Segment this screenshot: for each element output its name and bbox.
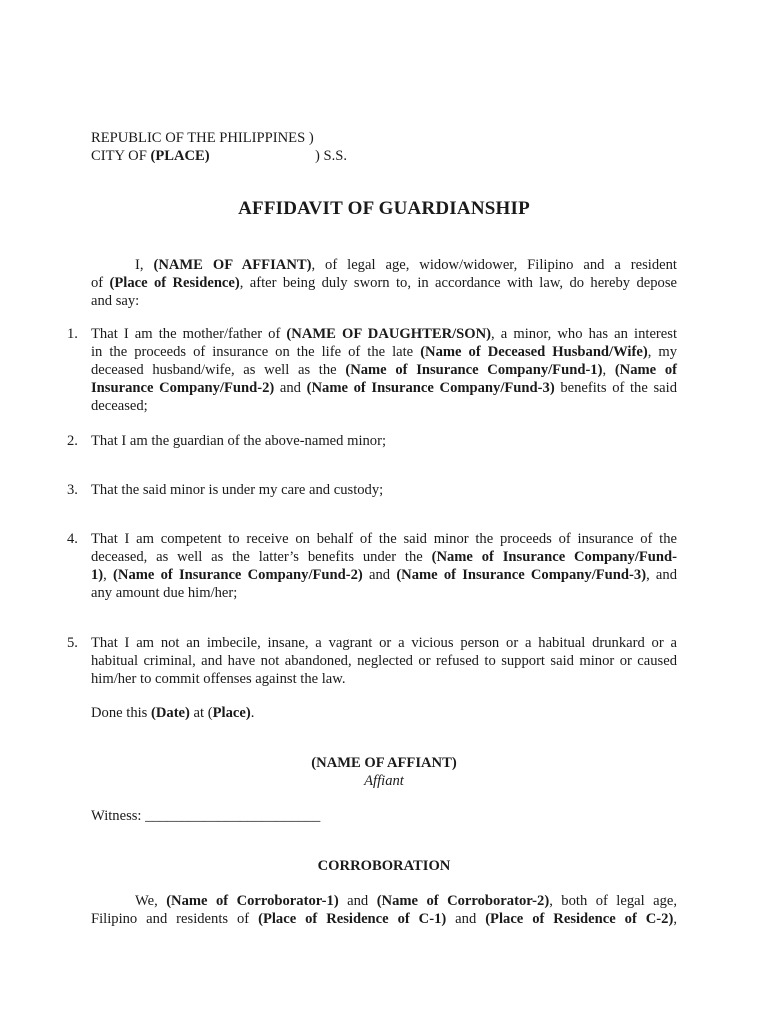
corroboration-paragraph: We, (Name of Corroborator-1) and (Name of Corroborator-2), both of legal age, Filipino and residents of (Place of Residence of C-1) and (Place of Residence of C-2), [91, 893, 678, 927]
document-title: AFFIDAVIT OF GUARDIANSHIP [238, 198, 530, 219]
item-number: 4. [67, 531, 78, 547]
intro-paragraph [91, 256, 677, 310]
residence-placeholder: (Place of Residence) [109, 275, 240, 291]
signature-name: (NAME OF AFFIANT) [311, 755, 457, 771]
witness-label: Witness: [91, 808, 146, 824]
place-placeholder: Place) [212, 705, 251, 721]
affiant-name-placeholder: (NAME OF AFFIANT) [153, 257, 312, 273]
venue-city-prefix: CITY OF [91, 148, 151, 164]
signature-block [0, 754, 768, 790]
intro-line-2: of (Place of Residence), after being duly sworn to, in accordance with law, do hereby depose [91, 275, 677, 291]
intro-line-1: I, (NAME OF AFFIANT), of legal age, widow/widower, Filipino and a resident [135, 257, 677, 273]
corroboration-heading: CORROBORATION [317, 858, 451, 874]
venue-place: (PLACE) [150, 148, 210, 164]
item-number: 2. [67, 433, 78, 449]
execution-line: Done this (Date) at (Place). [91, 705, 255, 721]
witness-blank: ________________________ [145, 808, 321, 824]
venue-block [91, 129, 391, 165]
item-number: 3. [67, 482, 78, 498]
intro-line-3: and say: [91, 293, 140, 309]
item-number: 1. [67, 326, 78, 342]
venue-line-1: REPUBLIC OF THE PHILIPPINES ) [91, 130, 314, 146]
list-item: That I am competent to receive on behalf of the said minor the proceeds of insurance of the deceased, as well as the latter’s benefits under the (Name of Insurance Company/Fund- 1), (Name of Insurance Company/Fund-2) and (Name of Insurance Company/Fund-3), and any amount due him/her; [91, 531, 678, 601]
witness-line [91, 807, 320, 825]
list-item: That I am the guardian of the above-named minor; [91, 433, 387, 449]
venue-line-2 [91, 147, 391, 165]
signature-role: Affiant [364, 773, 404, 789]
list-item: That the said minor is under my care and custody; [91, 482, 384, 498]
item-number: 5. [67, 635, 78, 651]
list-item: That I am the mother/father of (NAME OF DAUGHTER/SON), a minor, who has an interest in the proceeds of insurance on the life of the late (Name of Deceased Husband/Wife), my deceased husband/wife, as well as the (Name of Insurance Company/Fund-1), (Name of Insurance Company/Fund-2) and (Name of Insurance Company/Fund-3) benefits of the said deceased; [91, 326, 677, 414]
date-placeholder: (Date) [151, 705, 190, 721]
list-item: That I am not an imbecile, insane, a vagrant or a vicious person or a habitual drunkard or a habitual criminal, and have not abandoned, neglected or refused to support said minor or caused him/her to commit offenses against the law. [91, 635, 677, 687]
venue-ss: ) S.S. [315, 148, 348, 164]
